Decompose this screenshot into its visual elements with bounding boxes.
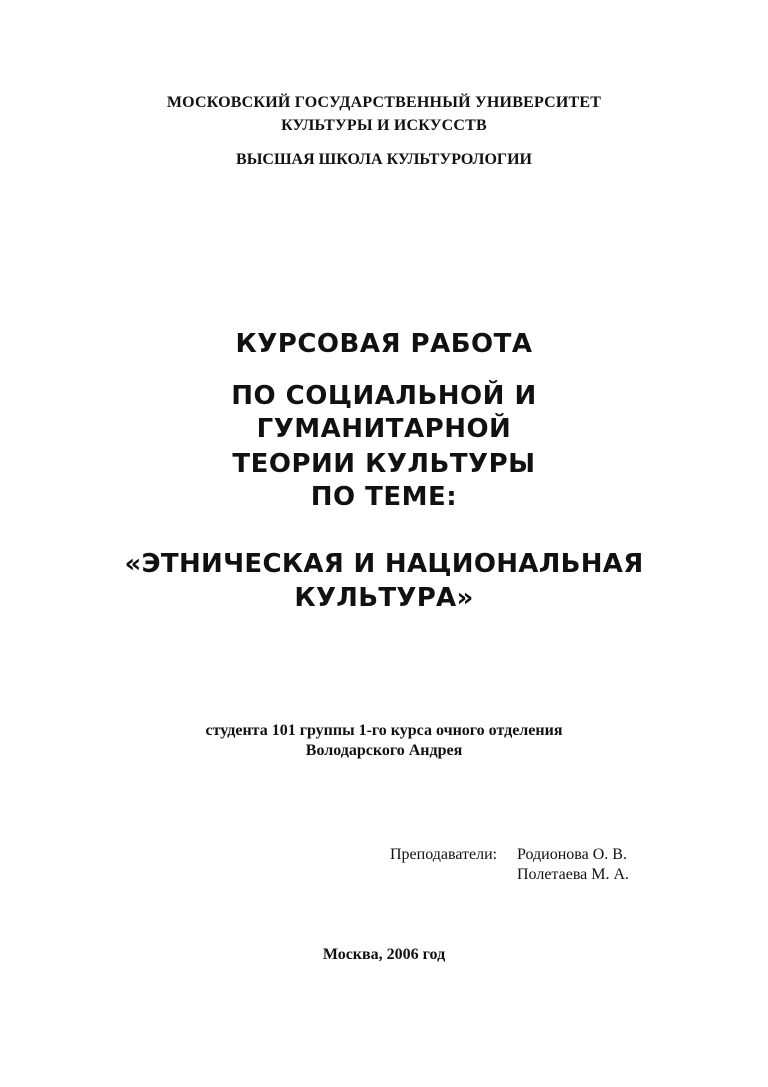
title-line-1: КУРСОВАЯ РАБОТА [235,329,533,359]
topic-line-1: «ЭТНИЧЕСКАЯ И НАЦИОНАЛЬНАЯ [124,549,644,579]
topic-line-2: КУЛЬТУРА» [294,583,474,613]
teacher-name-2: Полетаева М. А. [517,866,630,883]
title-line-5: ПО ТЕМЕ: [310,482,458,512]
teachers-label: Преподаватели: [390,846,498,863]
student-info-line-1: студента 101 группы 1-го курса очного отделения [205,722,563,739]
teachers-block [390,846,650,890]
title-line-4: ТЕОРИИ КУЛЬТУРЫ [232,449,536,479]
student-name: Володарского Андрея [305,742,463,759]
university-name-line-2: КУЛЬТУРЫ И ИСКУССТВ [281,117,487,134]
teacher-name-1: Родионова О. В. [517,846,627,863]
university-name-line-1: МОСКОВСКИЙ ГОСУДАРСТВЕННЫЙ УНИВЕРСИТЕТ [166,94,602,111]
city-year: Москва, 2006 год [322,946,446,963]
title-line-2: ПО СОЦИАЛЬНОЙ И [231,381,537,411]
title-line-3: ГУМАНИТАРНОЙ [256,414,512,444]
school-name: ВЫСШАЯ ШКОЛА КУЛЬТУРОЛОГИИ [236,151,532,168]
